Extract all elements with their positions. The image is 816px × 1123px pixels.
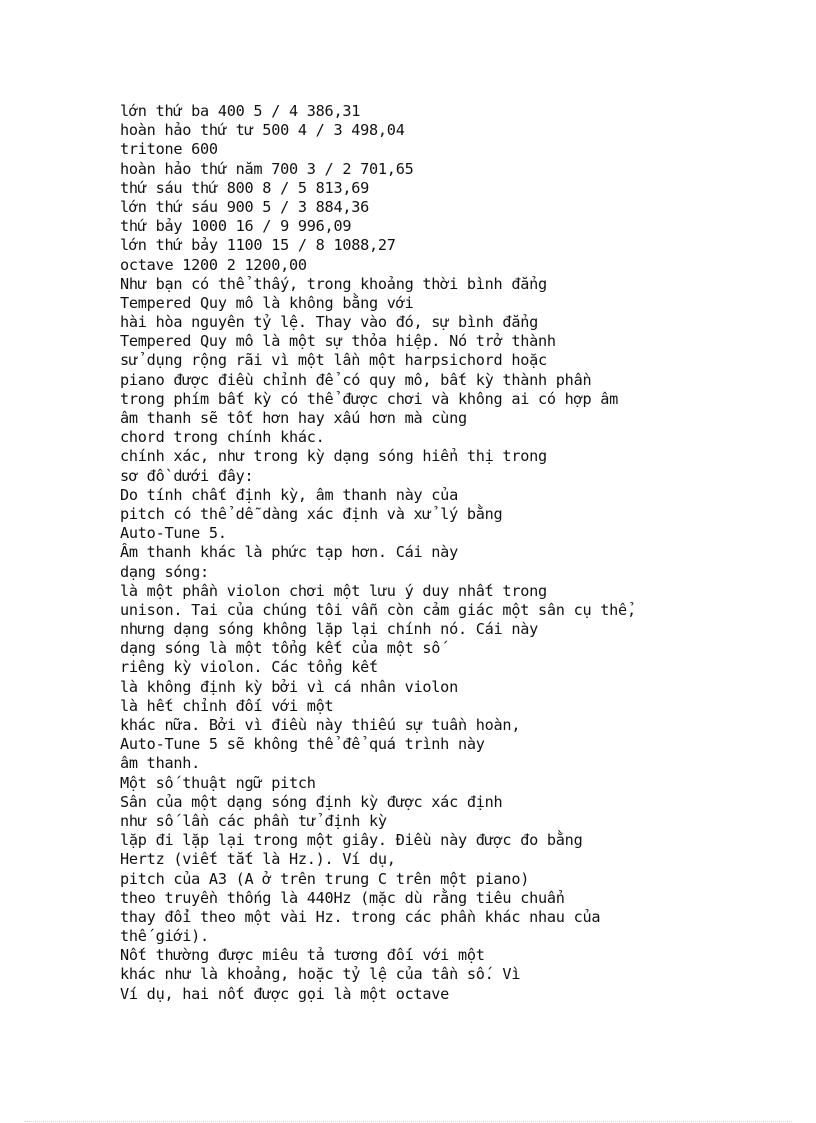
text-line: Ví dụ, hai nốt được gọi là một octave: [120, 984, 450, 1003]
text-line: dạng sóng:: [120, 562, 209, 581]
text-line: thứ bảy 1000 16 / 9 996,09: [120, 217, 352, 236]
text-line: như số lần các phần tử định kỳ: [120, 811, 387, 830]
text-line: là không định kỳ bởi vì cá nhân violon: [120, 677, 458, 696]
text-line: Nốt thường được miêu tả tương đối với một: [120, 946, 485, 965]
text-line: Tempered Quy mô là không bằng với: [120, 293, 414, 312]
text-line: Tempered Quy mô là một sự thỏa hiệp. Nó trở thành: [120, 332, 556, 351]
text-line: Hertz (viết tắt là Hz.). Ví dụ,: [120, 850, 396, 869]
text-line: là một phần violon chơi một lưu ý duy nhất trong: [120, 581, 547, 600]
text-line: Như bạn có thể thấy, trong khoảng thời bình đẳng: [120, 274, 547, 293]
text-line: pitch có thể dễ dàng xác định và xử lý bằng: [120, 504, 503, 523]
text-line: nhưng dạng sóng không lặp lại chính nó. Cái này: [120, 620, 539, 639]
text-line: khác như là khoảng, hoặc tỷ lệ của tần số. Vì: [120, 965, 521, 984]
text-line: riêng kỳ violon. Các tổng kết: [120, 658, 378, 677]
text-line: octave 1200 2 1200,00: [120, 255, 307, 274]
text-line: theo truyền thống là 440Hz (mặc dù rằng tiêu chuẩn: [120, 888, 565, 907]
text-line: pitch của A3 (A ở trên trung C trên một piano): [120, 869, 530, 888]
text-line: dạng sóng là một tổng kết của một số: [120, 639, 441, 658]
text-line: Auto-Tune 5 sẽ không thể để quá trình này: [120, 735, 485, 754]
text-line: lớn thứ sáu 900 5 / 3 884,36: [120, 197, 370, 216]
text-line: tritone 600: [120, 140, 218, 159]
text-line: sử dụng rộng rãi vì một lần một harpsichord hoặc: [120, 351, 547, 370]
text-line: thế giới).: [120, 927, 209, 946]
text-line: Sân của một dạng sóng định kỳ được xác định: [120, 792, 503, 811]
text-line: Auto-Tune 5.: [120, 524, 227, 543]
document-body: [120, 102, 780, 1004]
text-line: là hết chỉnh đối với một: [120, 696, 334, 715]
text-line: piano được điều chỉnh để có quy mô, bất kỳ thành phần: [120, 370, 592, 389]
text-line: thay đổi theo một vài Hz. trong các phần khác nhau của: [120, 907, 601, 926]
text-line: Do tính chất định kỳ, âm thanh này của: [120, 485, 458, 504]
text-line: unison. Tai của chúng tôi vẫn còn cảm giác một sân cụ thể,: [120, 600, 636, 619]
text-line: hoàn hảo thứ năm 700 3 / 2 701,65: [120, 159, 414, 178]
text-line: Âm thanh khác là phức tạp hơn. Cái này: [120, 543, 458, 562]
text-line: hoàn hảo thứ tư 500 4 / 3 498,04: [120, 121, 405, 140]
page-bottom-border: [24, 1121, 792, 1122]
text-line: âm thanh sẽ tốt hơn hay xấu hơn mà cùng: [120, 409, 467, 427]
text-line: sơ đồ dưới đây:: [120, 466, 254, 485]
text-line: chord trong chính khác.: [120, 428, 325, 447]
text-line: lớn thứ bảy 1100 15 / 8 1088,27: [120, 236, 396, 255]
text-line: trong phím bất kỳ có thể được chơi và không ai có hợp âm: [120, 389, 619, 408]
text-line: lặp đi lặp lại trong một giây. Điều này được đo bằng: [120, 831, 583, 850]
text-line: hài hòa nguyên tỷ lệ. Thay vào đó, sự bình đẳng: [120, 313, 539, 332]
text-line: lớn thứ ba 400 5 / 4 386,31: [120, 102, 361, 120]
text-line: Một số thuật ngữ pitch: [120, 773, 316, 792]
text-line: thứ sáu thứ 800 8 / 5 813,69: [120, 178, 370, 197]
text-line: chính xác, như trong kỳ dạng sóng hiển thị trong: [120, 447, 547, 466]
text-line: âm thanh.: [120, 754, 201, 773]
text-line: khác nữa. Bởi vì điều này thiếu sự tuần hoàn,: [120, 716, 521, 734]
